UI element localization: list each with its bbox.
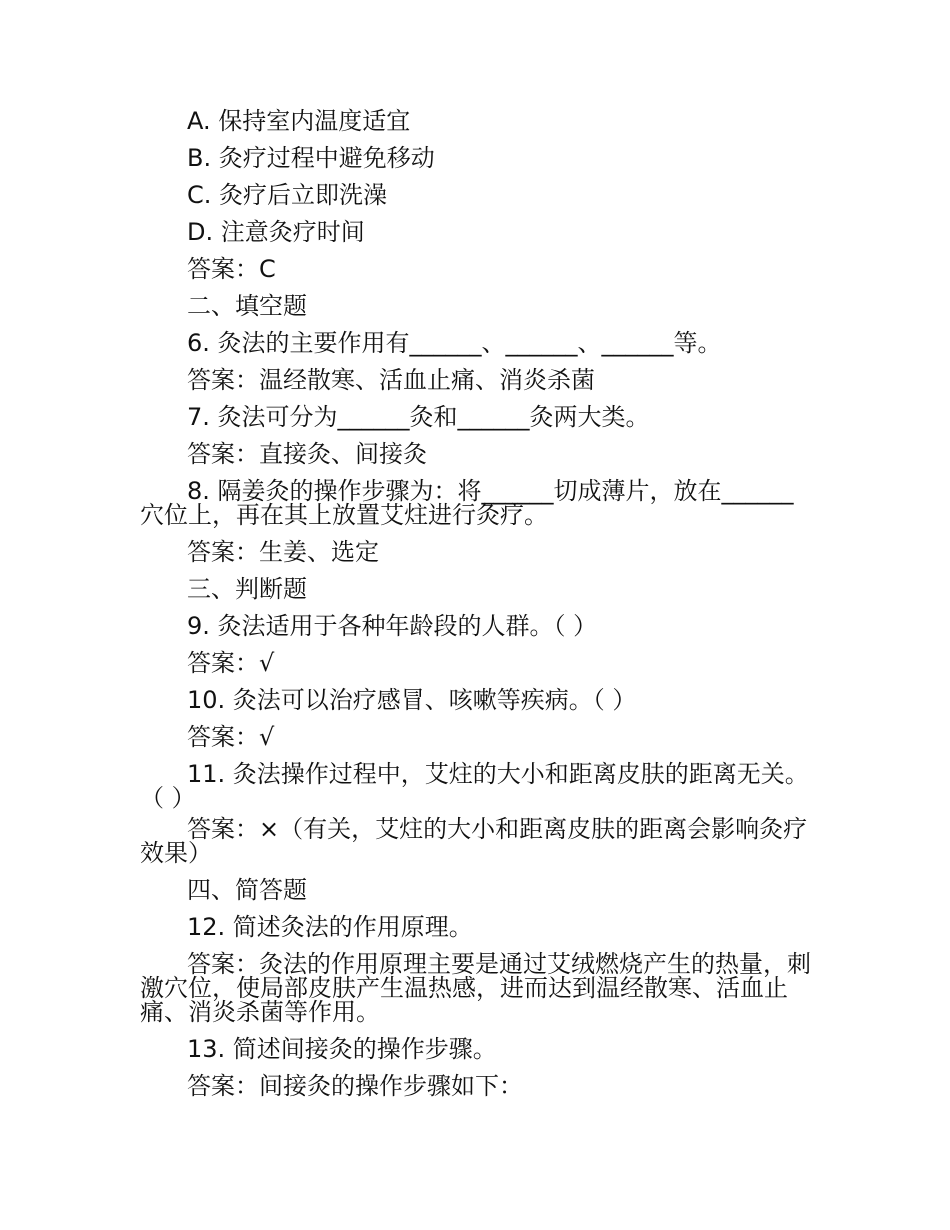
section-heading-fill-in: 二、填空题: [187, 292, 307, 320]
answer-7: 答案：直接灸、间接灸: [187, 440, 427, 468]
answer-5: 答案：C: [187, 255, 276, 283]
answer-12: 答案：灸法的作用原理主要是通过艾绒燃烧产生的热量，刺激穴位，使局部皮肤产生温热感，进而达到温经散寒、活血止痛、消炎杀菌等作用。: [140, 950, 811, 1026]
answer-11: 答案：×（有关，艾炷的大小和距离皮肤的距离会影响灸疗效果）: [140, 815, 808, 867]
question-6: 6. 灸法的主要作用有______、______、______等。: [187, 329, 722, 357]
option-b: B. 灸疗过程中避免移动: [187, 144, 435, 172]
option-c: C. 灸疗后立即洗澡: [187, 181, 388, 209]
question-11: 11. 灸法操作过程中，艾炷的大小和距离皮肤的距离无关。（ ）: [140, 760, 809, 812]
question-9: 9. 灸法适用于各种年龄段的人群。（ ）: [187, 612, 598, 640]
question-10: 10. 灸法可以治疗感冒、咳嗽等疾病。（ ）: [187, 686, 637, 714]
section-heading-true-false: 三、判断题: [187, 575, 307, 603]
question-13: 13. 简述间接灸的操作步骤。: [187, 1035, 497, 1063]
option-a: A. 保持室内温度适宜: [187, 107, 411, 135]
answer-13: 答案：间接灸的操作步骤如下：: [187, 1072, 523, 1100]
answer-8: 答案：生姜、选定: [187, 538, 379, 566]
document-body: [140, 103, 815, 1105]
answer-10: 答案：√: [187, 723, 275, 751]
answer-6: 答案：温经散寒、活血止痛、消炎杀菌: [187, 366, 595, 394]
section-heading-short-answer: 四、简答题: [187, 876, 307, 904]
answer-9: 答案：√: [187, 649, 275, 677]
question-12: 12. 简述灸法的作用原理。: [187, 913, 473, 941]
question-8: 8. 隔姜灸的操作步骤为：将______切成薄片，放在______穴位上，再在其上放置艾炷进行灸疗。: [140, 477, 794, 529]
option-d: D. 注意灸疗时间: [187, 218, 365, 246]
question-7: 7. 灸法可分为______灸和______灸两大类。: [187, 403, 650, 431]
